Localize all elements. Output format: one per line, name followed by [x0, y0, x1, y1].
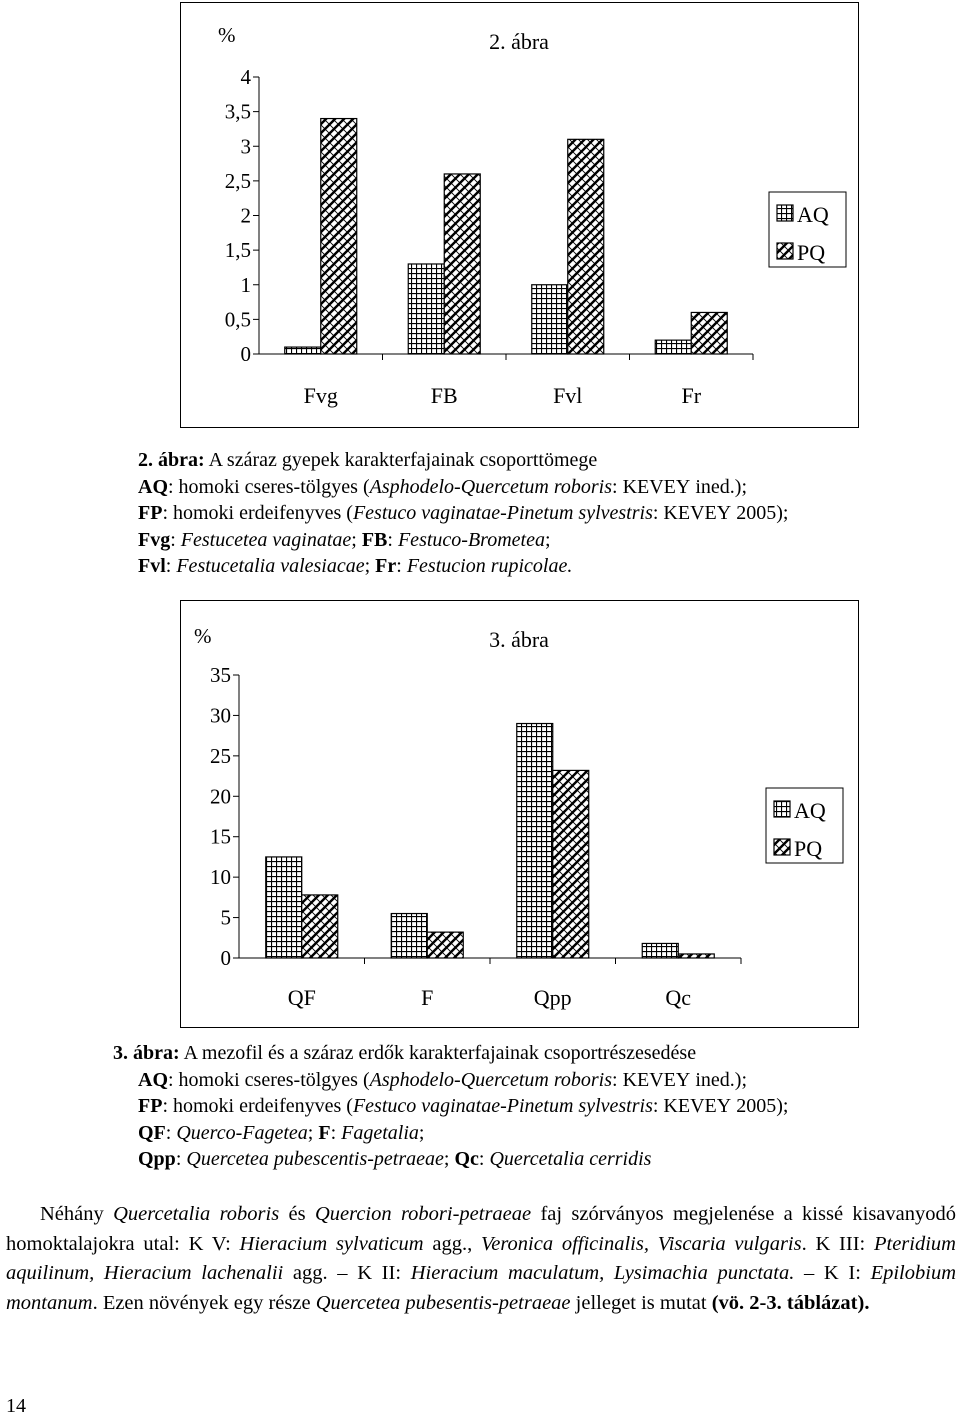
caption-text: : homoki cseres-tölgyes (	[168, 1068, 370, 1091]
paragraph-text: agg.,	[423, 1232, 481, 1255]
bar-aq	[285, 347, 321, 354]
y-tick-label: 2	[240, 203, 251, 228]
paragraph-text: és	[279, 1203, 315, 1225]
x-tick-label: Qpp	[533, 985, 572, 1010]
caption-title: A mezofil és a száraz erdők karakterfajainak csoportrészesedése	[179, 1042, 697, 1064]
y-tick-label: 0	[220, 946, 231, 970]
bar-aq	[642, 943, 678, 958]
abbr-label: Qc	[454, 1148, 479, 1170]
paragraph-text: Néhány	[40, 1203, 114, 1225]
caption-text: ined.);	[690, 1068, 747, 1091]
caption-title: A száraz gyepek karakterfajainak csoporttömege	[204, 449, 598, 471]
y-tick-label: 35	[210, 663, 231, 687]
caption-label: 2. ábra:	[138, 449, 205, 471]
abbr-aq: AQ	[138, 1068, 168, 1091]
y-tick-label: 30	[210, 703, 231, 728]
x-tick-label: FB	[430, 383, 458, 408]
author-name: EVEY	[637, 1068, 691, 1091]
abbr-label: FB	[361, 528, 388, 551]
y-tick-label: 15	[210, 824, 231, 849]
caption-text: : homoki erdeifenyves (	[162, 1095, 353, 1117]
taxon-name: Quercion robori-petraeae	[314, 1203, 532, 1225]
y-tick-label: 10	[210, 865, 231, 890]
caption-text: :	[165, 555, 177, 577]
legend-label: PQ	[797, 240, 826, 265]
y-axis-label: %	[218, 23, 236, 47]
legend-swatch-pq	[777, 243, 793, 259]
caption-text: 2005);	[731, 502, 789, 524]
legend-label: AQ	[797, 202, 829, 227]
caption-taxon: Festuco-Brometea	[397, 528, 545, 551]
caption-abbr-line	[138, 527, 788, 554]
paragraph-text: – K I:	[794, 1262, 871, 1284]
bar-pq	[678, 954, 714, 958]
author-name: EVEY	[677, 1095, 732, 1117]
author-initial: K	[622, 475, 638, 498]
chart-title: 3. ábra	[489, 627, 549, 652]
abbr-label: F	[318, 1121, 331, 1144]
caption-aq-line	[113, 1067, 788, 1094]
y-tick-label: 25	[210, 743, 231, 768]
bar-pq	[553, 770, 589, 958]
caption-abbr-line	[113, 1146, 788, 1173]
caption-text: ;	[364, 555, 376, 577]
body-paragraph	[6, 1200, 956, 1318]
figure-2-caption	[138, 447, 788, 580]
x-tick-label: F	[421, 985, 434, 1010]
chart-title: 2. ábra	[489, 29, 549, 54]
caption-taxon: Quercetalia cerridis	[489, 1148, 652, 1170]
caption-label: 3. ábra:	[113, 1042, 180, 1064]
paragraph-text: . Ezen növények egy része	[92, 1291, 316, 1314]
table-reference: (vö. 2-3. táblázat).	[711, 1291, 870, 1314]
figure-3-caption	[113, 1040, 788, 1173]
caption-taxon: Festuco vaginatae-Pinetum sylvestris	[352, 1095, 653, 1117]
caption-text: :	[330, 1121, 342, 1144]
caption-title-line	[113, 1040, 788, 1067]
legend-swatch-pq	[774, 839, 790, 855]
caption-taxon: Quercetea pubescentis-petraeae	[186, 1148, 444, 1170]
y-tick-label: 2,5	[224, 168, 251, 193]
caption-text: :	[652, 1095, 664, 1117]
caption-taxon: Querco-Fagetea	[176, 1121, 308, 1144]
caption-abbr-line	[138, 553, 788, 580]
x-tick-label: Fvg	[303, 383, 338, 408]
y-tick-label: 0	[240, 342, 251, 366]
figure-2-chart	[180, 2, 859, 428]
bar-aq	[408, 264, 444, 354]
bar-aq	[391, 914, 427, 958]
bar-pq	[302, 895, 338, 958]
taxon-name: Veronica officinalis, Viscaria vulgaris	[480, 1232, 802, 1255]
caption-text: ;	[418, 1121, 425, 1144]
caption-text: :	[170, 528, 181, 551]
author-name: EVEY	[677, 502, 732, 524]
y-axis-label: %	[194, 624, 212, 648]
caption-text: :	[387, 528, 398, 551]
bar-aq	[517, 724, 553, 958]
author-initial: K	[663, 1095, 678, 1117]
x-tick-label: QF	[287, 985, 316, 1010]
bar-aq	[266, 857, 302, 958]
caption-taxon: Asphodelo-Quercetum roboris	[369, 475, 612, 498]
caption-text: 2005);	[731, 1095, 789, 1117]
caption-text: :	[165, 1121, 177, 1144]
x-tick-label: Fvl	[553, 383, 583, 408]
caption-text: : homoki cseres-tölgyes (	[168, 475, 370, 498]
caption-taxon: Festucion rupicolae.	[406, 555, 573, 577]
y-tick-label: 3	[240, 134, 251, 159]
abbr-label: Fr	[375, 555, 397, 577]
caption-aq-line	[138, 474, 788, 501]
caption-fp-line	[138, 500, 788, 527]
author-initial: K	[622, 1068, 638, 1091]
caption-text: ;	[307, 1121, 319, 1144]
figure-3-chart	[180, 600, 859, 1028]
caption-text: :	[652, 502, 664, 524]
paragraph-text: jelleget is mutat	[570, 1291, 712, 1314]
caption-text: :	[396, 555, 407, 577]
figure-3-svg	[181, 601, 858, 1027]
taxon-name: Quercetalia roboris	[113, 1203, 280, 1225]
caption-text: ;	[443, 1148, 455, 1170]
abbr-label: Fvl	[138, 555, 166, 577]
abbr-label: QF	[138, 1121, 166, 1144]
caption-title-line	[138, 447, 788, 474]
caption-text: ;	[351, 528, 362, 551]
page-number: 14	[6, 1395, 26, 1417]
legend-swatch-aq	[774, 801, 790, 817]
taxon-name: Hieracium maculatum, Lysimachia punctata.	[410, 1262, 795, 1284]
abbr-label: Qpp	[138, 1148, 176, 1170]
caption-taxon: Fagetalia	[341, 1121, 419, 1144]
caption-taxon: Festucetalia valesiacae	[176, 555, 365, 577]
y-tick-label: 0,5	[224, 307, 251, 332]
paragraph-text: faj szórványos megjelenése a kissé kisavanyodó homoktalajokra utal: K V:	[6, 1203, 956, 1255]
y-tick-label: 20	[210, 784, 231, 809]
caption-abbr-line	[113, 1120, 788, 1147]
bar-aq	[655, 340, 691, 354]
author-initial: K	[663, 502, 678, 524]
caption-fp-line	[113, 1093, 788, 1120]
y-tick-label: 3,5	[224, 99, 251, 124]
caption-text: :	[175, 1148, 187, 1170]
caption-text: :	[478, 1148, 490, 1170]
bar-pq	[691, 312, 727, 354]
x-tick-label: Fr	[681, 383, 702, 408]
caption-taxon: Festuco vaginatae-Pinetum sylvestris	[352, 502, 653, 524]
abbr-fp: FP	[138, 502, 163, 524]
paragraph-text: . K III:	[801, 1232, 874, 1255]
taxon-name: Hieracium sylvaticum	[239, 1232, 424, 1255]
taxon-name: Epilobium montanum	[6, 1262, 957, 1314]
bar-aq	[532, 285, 568, 354]
caption-taxon: Asphodelo-Quercetum roboris	[369, 1068, 612, 1091]
abbr-aq: AQ	[138, 475, 168, 498]
legend-swatch-aq	[777, 205, 793, 221]
abbr-label: Fvg	[138, 528, 171, 551]
bar-pq	[321, 119, 357, 354]
caption-taxon: Festucetea vaginatae	[180, 528, 352, 551]
legend-label: AQ	[794, 798, 826, 823]
y-tick-label: 5	[220, 905, 231, 930]
author-name: EVEY	[637, 475, 691, 498]
taxon-name: Pteridium aquilinum, Hieracium lachenalii	[6, 1232, 956, 1284]
taxon-name: Quercetea pubesentis-petraeae	[315, 1291, 571, 1314]
bar-pq	[427, 932, 463, 958]
caption-text: :	[612, 475, 623, 498]
abbr-fp: FP	[138, 1095, 163, 1117]
paragraph-text: agg. – K II:	[283, 1262, 411, 1284]
legend-label: PQ	[794, 836, 823, 861]
bar-pq	[568, 139, 604, 354]
caption-text: : homoki erdeifenyves (	[162, 502, 353, 524]
y-tick-label: 1	[240, 272, 251, 297]
caption-text: ;	[544, 528, 551, 551]
y-tick-label: 4	[240, 65, 251, 89]
figure-2-svg	[181, 3, 858, 427]
y-tick-label: 1,5	[224, 238, 251, 263]
caption-text: :	[612, 1068, 623, 1091]
x-tick-label: Qc	[665, 985, 692, 1010]
caption-text: ined.);	[690, 475, 747, 498]
bar-pq	[444, 174, 480, 354]
